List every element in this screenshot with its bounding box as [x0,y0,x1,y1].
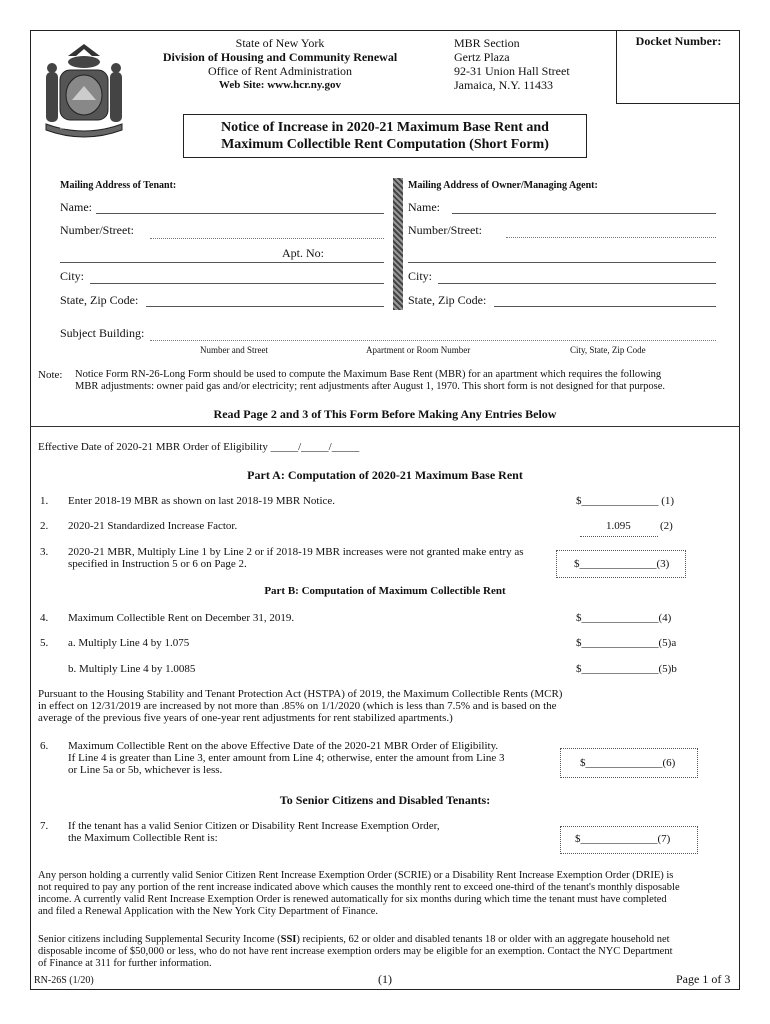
line7-text1: If the tenant has a valid Senior Citizen or Disability Rent Increase Exemption Order, [68,820,440,832]
agency-state: State of New York [235,36,325,50]
line3-text1: 2020-21 MBR, Multiply Line 1 by Line 2 or if 2018-19 MBR increases were not granted make entry as [68,546,524,558]
ssi-pre: Senior citizens including Supplemental Security Income ( [38,934,281,945]
page-of-total: Page 1 of 3 [676,972,731,986]
line3-text2: specified in Instruction 5 or 6 on Page 2. [68,558,247,570]
subject-building-label: Subject Building: [60,326,145,340]
subject-building-input[interactable] [150,340,716,341]
hstpa-line3: average of the previous five years of one-year rent adjustments for rent stabilized apartments.) [38,712,453,724]
tenant-street-input[interactable] [150,238,384,239]
scrie-line2: not required to pay any portion of the rent increase indicated above which causes the monthly rent to exceed one-third of the tenant's monthly disposable [38,882,680,893]
note-label: Note: [38,369,63,381]
form-id: RN-26S (1/20) [34,975,94,986]
owner-street-input[interactable] [506,237,716,238]
office-street: 92-31 Union Hall Street [454,64,570,78]
line4-number: 4. [40,612,49,624]
line7-number: 7. [40,820,49,832]
line5b-text: b. Multiply Line 4 by 1.0085 [68,663,196,675]
line5a-text: a. Multiply Line 4 by 1.075 [68,637,190,649]
owner-street-label: Number/Street: [408,223,482,237]
hstpa-line2: in effect on 12/31/2019 are increased by not more than .85% on 1/1/2020 (which is less than 7.5% and is based on the [38,700,557,712]
tenant-name-input[interactable] [96,213,384,214]
hstpa-line1: Pursuant to the Housing Stability and Tenant Protection Act (HSTPA) of 2019, the Maximum Collectible Rents (MCR) [38,688,563,700]
form-title-box [183,114,587,158]
line2-factor-value: 1.095 [606,520,631,532]
tenant-apt-input[interactable] [60,262,384,263]
agency-division: Division of Housing and Community Renewal [162,50,398,64]
tenant-state-zip-input[interactable] [146,306,384,307]
line2-text: 2020-21 Standardized Increase Factor. [68,520,238,532]
effective-date-line[interactable]: Effective Date of 2020-21 MBR Order of Eligibility _____/_____/_____ [38,441,360,453]
tenant-state-zip-label: State, Zip Code: [60,293,139,307]
read-pages-notice: Read Page 2 and 3 of This Form Before Making Any Entries Below [213,407,557,421]
senior-heading: To Senior Citizens and Disabled Tenants: [279,793,491,807]
address-separator-bar [393,178,403,310]
ssi-line1 [38,934,670,947]
owner-city-input[interactable] [438,283,716,284]
owner-city-label: City: [408,269,433,283]
tenant-city-input[interactable] [90,283,384,284]
subject-city-state-zip-label: City, State, Zip Code [570,345,646,355]
line3-amount-field[interactable]: $______________(3) [574,558,670,570]
line2-number: 2. [40,520,49,532]
form-title-line2: Maximum Collectible Rent Computation (Short Form) [221,137,549,152]
owner-address-heading: Mailing Address of Owner/Managing Agent: [408,180,598,191]
line5-number: 5. [40,637,49,649]
office-section: MBR Section [454,36,520,50]
scrie-line3: income. A currently valid Rent Increase Exemption Order is renewed automatically for six months during which time the tenant must have completed [38,894,667,905]
owner-state-zip-input[interactable] [494,306,716,307]
form-title-line1: Notice of Increase in 2020-21 Maximum Base Rent and [221,120,549,135]
line2-tag: (2) [660,520,673,532]
line6-number: 6. [40,740,49,752]
office-plaza: Gertz Plaza [454,50,510,64]
line6-text2: If Line 4 is greater than Line 3, enter amount from Line 4; otherwise, enter the amount from Line 3 [68,752,505,764]
line5a-amount-field[interactable]: $______________(5)a [576,637,677,649]
line2-underline [580,536,658,537]
line1-number: 1. [40,495,49,507]
tenant-address-heading: Mailing Address of Tenant: [60,180,177,191]
docket-number-box[interactable] [616,30,740,104]
agency-website: Web Site: www.hcr.ny.gov [218,79,342,91]
line3-number: 3. [40,546,49,558]
ny-state-seal [38,40,130,140]
line6-text3: or Line 5a or 5b, whichever is less. [68,764,223,776]
owner-name-input[interactable] [452,213,716,214]
note-line2: MBR adjustments: owner paid gas and/or electricity; rent adjustments after August 1, 1970. This short form is not designed for that purpose. [75,381,666,392]
line4-amount-field[interactable]: $______________(4) [576,612,672,624]
divider [30,426,740,427]
owner-name-label: Name: [408,200,440,214]
ssi-post: ) recipients, 62 or older and disabled tenants 18 or older with an aggregate household net [296,934,670,945]
part-a-heading: Part A: Computation of 2020-21 Maximum Base Rent [247,468,523,482]
line6-amount-field[interactable]: $______________(6) [580,757,676,769]
seal-motto: EXCELSIOR [60,125,102,131]
agency-office: Office of Rent Administration [207,64,353,78]
part-b-heading: Part B: Computation of Maximum Collectible Rent [264,585,506,597]
subject-number-street-label: Number and Street [200,345,268,355]
office-city: Jamaica, N.Y. 11433 [454,78,553,92]
owner-apt-input[interactable] [408,262,716,263]
docket-number-label: Docket Number: [635,34,722,48]
ssi-line3: of Finance at 311 for further information. [38,958,212,969]
line1-text: Enter 2018-19 MBR as shown on last 2018-19 MBR Notice. [68,495,336,507]
owner-state-zip-label: State, Zip Code: [408,293,487,307]
tenant-name-label: Name: [60,200,92,214]
note-line1: Notice Form RN-26-Long Form should be used to compute the Maximum Base Rent (MBR) for an apartment which requires the following [75,369,662,380]
line7-text2: the Maximum Collectible Rent is: [68,832,218,844]
line5b-amount-field[interactable]: $______________(5)b [576,663,677,675]
ssi-line2: disposable income of $50,000 or less, who do not have rent increase exemption orders may be eligible for an exemption. Contact the NYC Department [38,946,673,957]
subject-apartment-label: Apartment or Room Number [366,345,471,355]
tenant-apt-label: Apt. No: [282,246,324,260]
scrie-line4: and filed a Renewal Application with the New York City Department of Finance. [38,906,379,917]
line1-amount-field[interactable]: $______________ (1) [576,495,675,507]
tenant-street-label: Number/Street: [60,223,134,237]
line4-text: Maximum Collectible Rent on December 31, 2019. [68,612,295,624]
tenant-city-label: City: [60,269,85,283]
scrie-line1: Any person holding a currently valid Senior Citizen Rent Increase Exemption Order (SCRIE) or a Disability Rent Increase Exemption Order (DRIE) is [38,870,674,881]
line6-text1: Maximum Collectible Rent on the above Effective Date of the 2020-21 MBR Order of Eligibility. [68,740,499,752]
page-number: (1) [378,972,392,986]
ssi-bold: SSI [280,934,297,945]
line7-amount-field[interactable]: $______________(7) [575,833,671,845]
